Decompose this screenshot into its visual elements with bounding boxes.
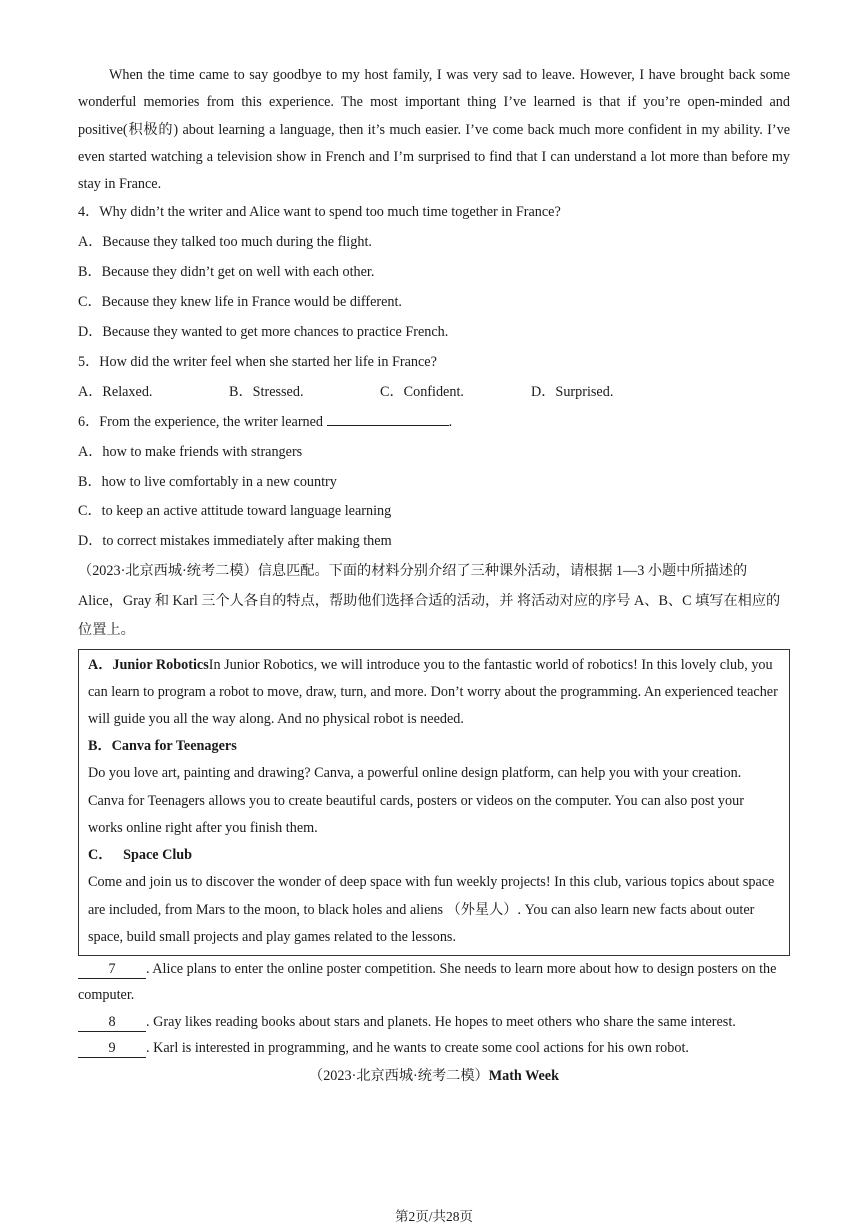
activity-title: B．Canva for Teenagers xyxy=(88,738,237,755)
options-row xyxy=(78,378,790,408)
answer-blank xyxy=(327,411,449,426)
matching-item: 8 . Gray likes reading books about stars and planets. He hopes to meet others who share the same interest. xyxy=(78,1009,790,1036)
option-d: D．to correct mistakes immediately after making them xyxy=(78,533,392,550)
option-b: B．how to live comfortably in a new country xyxy=(78,473,337,490)
question-stem: 4．Why didn’t the writer and Alice want to spend too much time together in France? xyxy=(78,204,561,221)
activity-a xyxy=(88,652,780,734)
question-stem: 5．How did the writer feel when she started her life in France? xyxy=(78,353,437,370)
next-section-heading: （2023·北京西城·统考二模）Math Week xyxy=(309,1067,559,1084)
option-a: A．Relaxed. xyxy=(78,383,153,400)
answer-blank: 8 xyxy=(78,1013,146,1032)
passage-paragraph: When the time came to say goodbye to my host family, I was very sad to leave. However, I have brought back some wonderful memories from this experience. The most important thing I’ve learned is that if you’re open-minded and positive(积极的) about learning a language, then it’s much easier. I’ve come back much more confident in my ability. I’ve even started watching a television show in French and I’m surprised to find that I can understand a lot more than before my stay in France. xyxy=(78,67,790,193)
option-c: C．Because they knew life in France would be different. xyxy=(78,294,402,311)
question-5 xyxy=(78,348,790,408)
question-stem: 6．From the experience, the writer learned . xyxy=(78,408,790,438)
page-number: 第2页/共28页 xyxy=(394,1209,473,1224)
matching-intro: （2023·北京西城·统考二模）信息匹配。下面的材料分别介绍了三种课外活动，请根据 1—3 小题中所描述的 Alice，Gray 和 Karl 三个人各自的特点，帮助他们选择合适的活动，并 将活动对应的序号 A、B、C 填写在相应的位置上。 xyxy=(78,563,781,639)
answer-blank: 7 xyxy=(78,960,146,979)
option-c: C．to keep an active attitude toward language learning xyxy=(78,503,392,520)
document-page xyxy=(78,62,790,1090)
matching-item: 9 . Karl is interested in programming, and he wants to create some cool actions for his own robot. xyxy=(78,1035,790,1062)
activity-text: In Junior Robotics, we will introduce you to the fantastic world of robotics! In this lovely club, you can learn to program a robot to move, draw, turn, and more. Don’t worry about the programming. An experienced teacher will guide you all the way along. And no physical robot is needed. xyxy=(88,656,778,728)
option-a: A．Because they talked too much during the flight. xyxy=(78,234,372,251)
activity-text: Come and join us to discover the wonder of deep space with fun weekly projects! In this club, various topics about space are included, from Mars to the moon, to black holes and aliens （外星人）. You can also learn new facts about outer space, build small projects and play games related to the lessons. xyxy=(88,874,775,945)
option-d: D．Surprised. xyxy=(531,383,614,400)
answer-blank: 9 xyxy=(78,1039,146,1058)
activities-box xyxy=(78,649,790,956)
activity-title: A．Junior Robotics xyxy=(88,656,209,673)
activity-text: Do you love art, painting and drawing? Canva, a powerful online design platform, can help you with your creation. Canva for Teenagers allows you to create beautiful cards, posters or videos on the computer. You can also post your works online right after you finish them. xyxy=(88,765,744,836)
activity-title: C． Space Club xyxy=(88,847,193,864)
option-a: A．how to make friends with strangers xyxy=(78,443,303,460)
matching-item: 7 . Alice plans to enter the online poster competition. She needs to learn more about how to design posters on the computer. xyxy=(78,960,777,1004)
matching-items xyxy=(78,956,790,1062)
option-b: B．Because they didn’t get on well with each other. xyxy=(78,264,375,281)
question-6 xyxy=(78,408,790,557)
option-b: B．Stressed. xyxy=(229,383,304,400)
question-4 xyxy=(78,198,790,347)
option-c: C．Confident. xyxy=(380,383,464,400)
option-d: D．Because they wanted to get more chances to practice French. xyxy=(78,324,449,341)
